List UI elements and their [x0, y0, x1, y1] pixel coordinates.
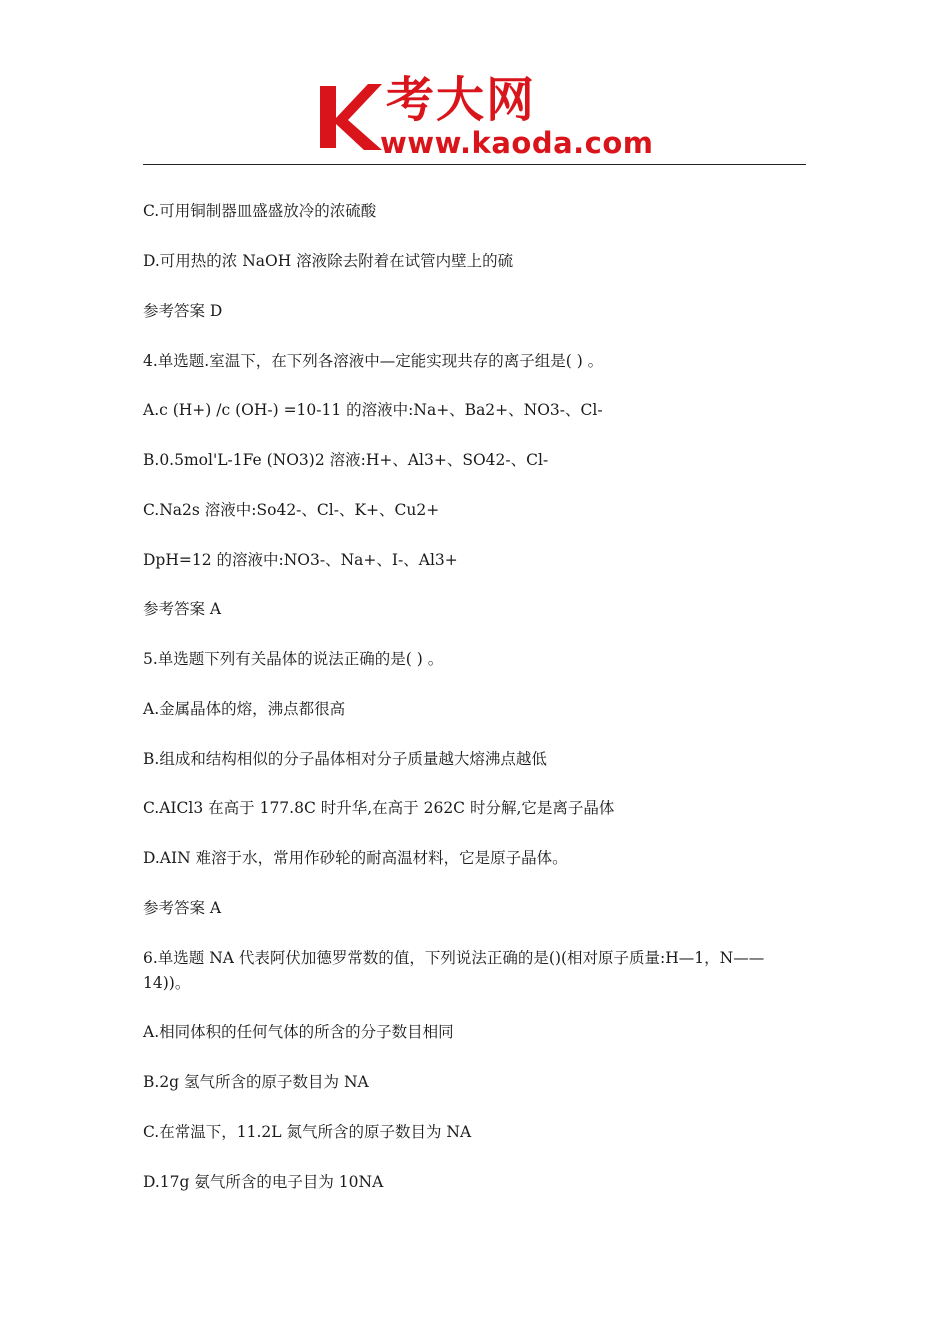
question-6-option-d: D.17g 氨气所含的电子目为 10NA [143, 1173, 384, 1191]
question-6-option-c: C.在常温下，11.2L 氮气所含的原子数目为 NA [143, 1123, 472, 1141]
question-6-option-a: A.相同体积的任何气体的所含的分子数目相同 [143, 1023, 454, 1041]
answer-3: 参考答案 D [143, 302, 223, 320]
logo-k-icon [318, 82, 382, 152]
question-4-option-b: B.0.5mol'L-1Fe (NO3)2 溶液:H+、Al3+、SO42-、Cl- [143, 451, 549, 469]
question-5-option-c: C.AICl3 在高于 177.8C 时升华,在高于 262C 时分解,它是离子晶体 [143, 799, 615, 817]
header-divider [143, 164, 806, 165]
logo-chinese-text: 考大网 [386, 72, 537, 128]
answer-4: 参考答案 A [143, 600, 222, 618]
kaoda-logo[interactable] [318, 72, 654, 162]
question-5-option-b: B.组成和结构相似的分子晶体相对分子质量越大熔沸点越低 [143, 750, 547, 768]
question-5-option-d: D.AIN 难溶于水，常用作砂轮的耐高温材料，它是原子晶体。 [143, 849, 568, 867]
option-c-copper: C.可用铜制器皿盛盛放冷的浓硫酸 [143, 202, 377, 220]
question-4: 4.单选题.室温下，在下列各溶液中—定能实现共存的离子组是( ) 。 [143, 352, 604, 370]
page-header [0, 0, 950, 170]
logo-url-text: www.kaoda.com [380, 126, 654, 160]
question-6: 6.单选题 NA 代表阿伏加德罗常数的值，下列说法正确的是()(相对原子质量:H—1，N——14))。 [143, 949, 765, 992]
question-6-option-b: B.2g 氢气所含的原子数目为 NA [143, 1073, 369, 1091]
question-4-option-d: DpH=12 的溶液中:NO3-、Na+、I-、Al3+ [143, 551, 458, 569]
question-5-option-a: A.金属晶体的熔，沸点都很高 [143, 700, 346, 718]
question-4-option-c: C.Na2s 溶液中:So42-、Cl-、K+、Cu2+ [143, 501, 440, 519]
question-4-option-a: A.c (H+) /c (OH-) =10-11 的溶液中:Na+、Ba2+、NO3-、Cl- [143, 401, 603, 419]
option-d-naoh: D.可用热的浓 NaOH 溶液除去附着在试管内壁上的硫 [143, 252, 514, 270]
answer-5: 参考答案 A [143, 899, 222, 917]
question-5: 5.单选题下列有关晶体的说法正确的是( ) 。 [143, 650, 444, 668]
